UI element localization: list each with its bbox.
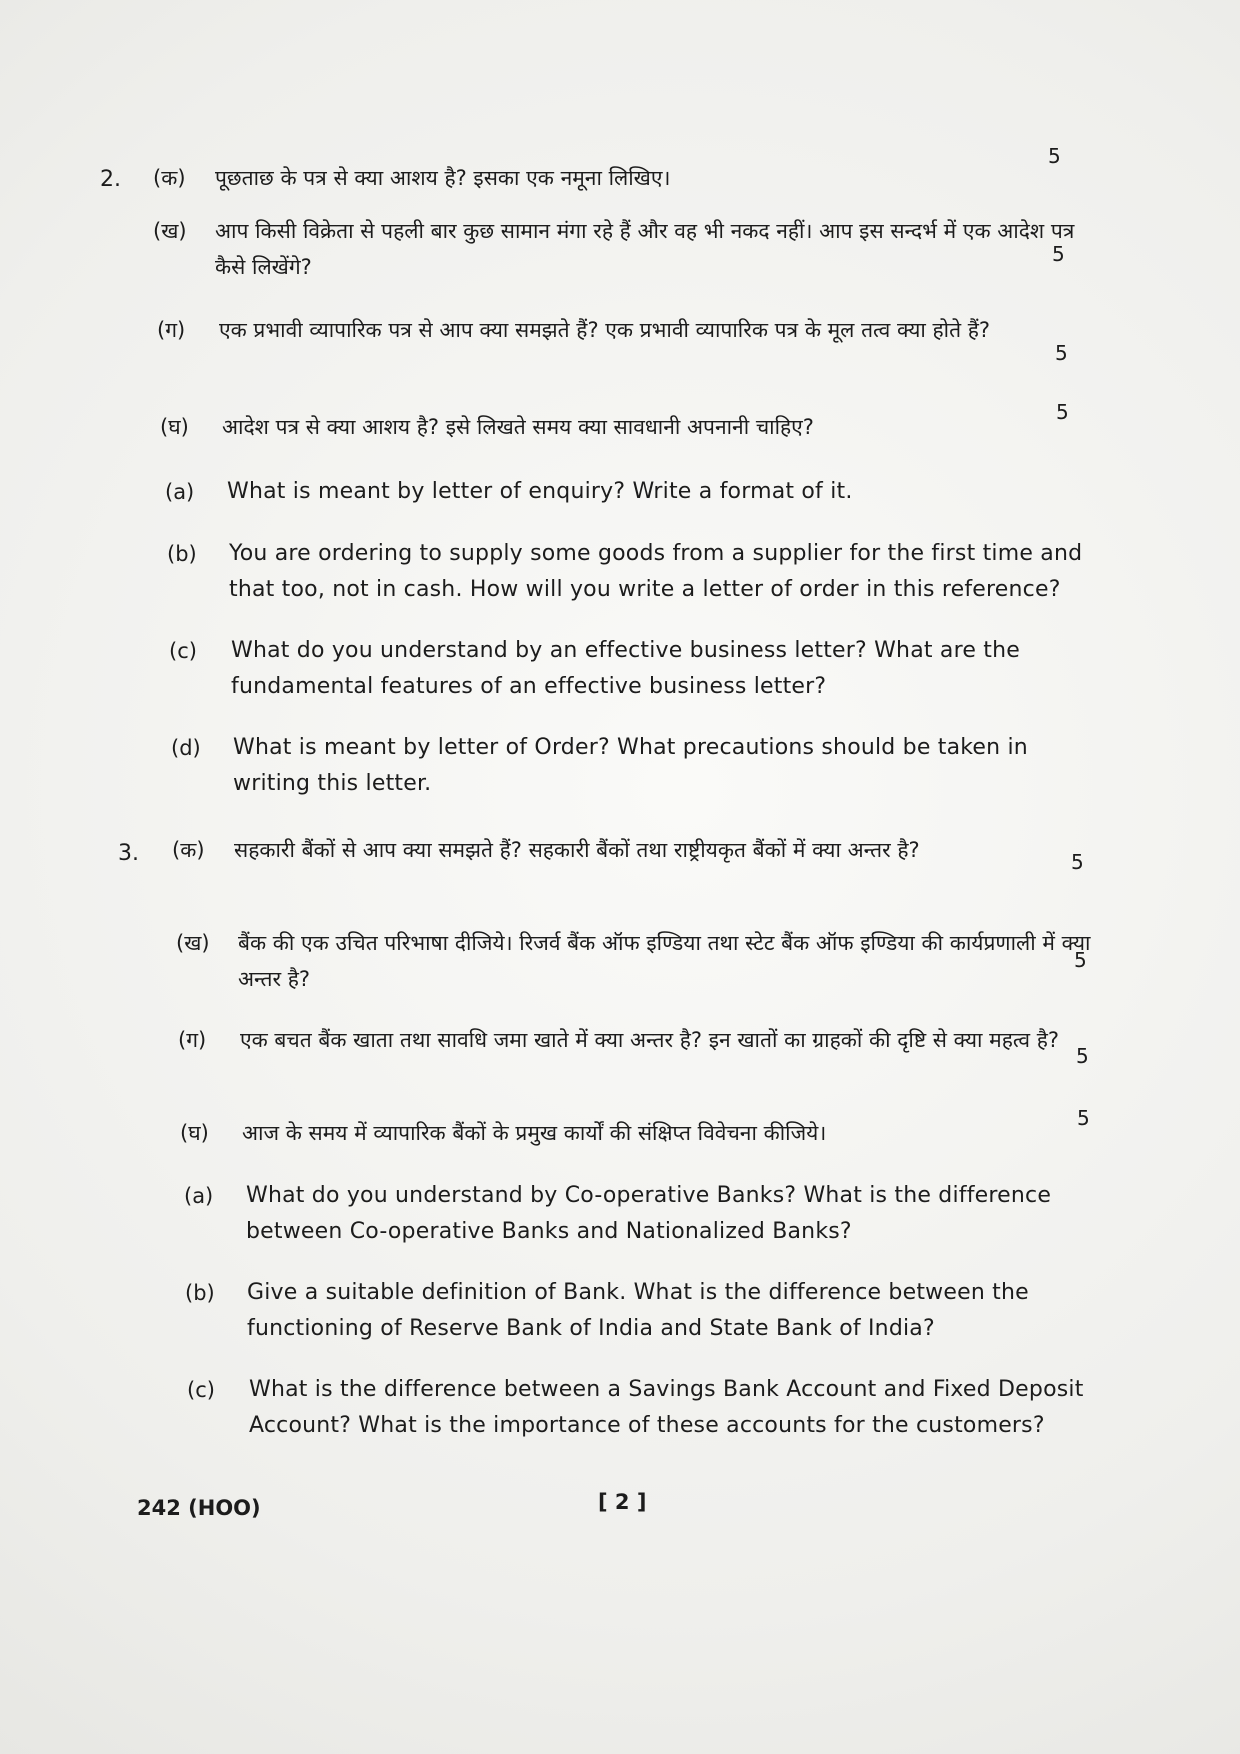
q2-hindi-item-gha: [160, 409, 1060, 445]
q2-english-label-c: (c): [169, 639, 197, 663]
q2-hindi-marks-gha: 5: [1056, 400, 1069, 424]
q2-english-item-b: [167, 536, 1097, 608]
q2-hindi-text-ga: एक प्रभावी व्यापारिक पत्र से आप क्या समझते हैं? एक प्रभावी व्यापारिक पत्र के मूल तत्व क्या होते हैं?: [219, 318, 991, 342]
q3-english-text-a: What do you understand by Co-operative Banks? What is the difference between Co-operative Banks and Nationalized Banks?: [246, 1183, 1052, 1244]
q3-hindi-label-ka: (क): [172, 838, 205, 862]
q3-hindi-marks-kha: 5: [1074, 948, 1087, 972]
q2-english-item-a: [165, 474, 1095, 510]
q2-english-text-a: What is meant by letter of enquiry? Write a format of it.: [227, 479, 853, 504]
paper-code: 242 (HOO): [137, 1496, 261, 1520]
q3-hindi-marks-ka: 5: [1071, 850, 1084, 874]
q3-english-item-b: [185, 1275, 1115, 1347]
q3-hindi-marks-gha: 5: [1077, 1106, 1090, 1130]
q2-hindi-marks-kha: 5: [1052, 242, 1065, 266]
q2-hindi-text-kha: आप किसी विक्रेता से पहली बार कुछ सामान मंगा रहे हैं और वह भी नकद नहीं। आप इस सन्दर्भ में एक आदेश पत्र कैसे लिखेंगे?: [215, 219, 1075, 279]
question-2-number: 2.: [100, 167, 121, 192]
q3-hindi-item-gha: [180, 1115, 1080, 1151]
q2-hindi-text-ka: पूछताछ के पत्र से क्या आशय है? इसका एक नमूना लिखिए।: [215, 166, 671, 190]
q3-english-label-a: (a): [184, 1184, 214, 1208]
q3-hindi-item-ga: [178, 1022, 1106, 1058]
q2-hindi-label-kha: (ख): [153, 219, 187, 243]
q3-english-text-c: What is the difference between a Savings Bank Account and Fixed Deposit Account? What is the importance of these accounts for the customers?: [249, 1377, 1084, 1438]
q3-hindi-marks-ga: 5: [1076, 1044, 1089, 1068]
q2-hindi-label-ka: (क): [153, 166, 186, 190]
q2-hindi-marks-ka: 5: [1048, 144, 1061, 168]
q3-english-text-b: Give a suitable definition of Bank. What is the difference between the functioning of Reserve Bank of India and State Bank of India?: [247, 1280, 1029, 1341]
q2-english-label-a: (a): [165, 480, 195, 504]
q3-english-item-c: [187, 1372, 1117, 1444]
q3-hindi-label-gha: (घ): [180, 1121, 209, 1145]
q2-hindi-item-ga: [157, 312, 1082, 348]
q2-hindi-label-gha: (घ): [160, 415, 189, 439]
q2-english-text-c: What do you understand by an effective business letter? What are the fundamental features of an effective business letter?: [231, 638, 1020, 699]
page-number: [ 2 ]: [598, 1490, 647, 1514]
q3-english-item-a: [184, 1178, 1114, 1250]
q3-hindi-item-ka: [172, 832, 1100, 868]
q2-hindi-label-ga: (ग): [157, 318, 186, 342]
q2-hindi-item-ka: [153, 160, 1053, 196]
q2-hindi-text-gha: आदेश पत्र से क्या आशय है? इसे लिखते समय क्या सावधानी अपनानी चाहिए?: [222, 415, 814, 439]
q3-english-label-c: (c): [187, 1378, 215, 1402]
q3-hindi-label-kha: (ख): [176, 931, 210, 955]
q2-english-text-d: What is meant by letter of Order? What precautions should be taken in writing this letter.: [233, 735, 1028, 796]
q3-hindi-label-ga: (ग): [178, 1028, 207, 1052]
q3-hindi-text-gha: आज के समय में व्यापारिक बैंकों के प्रमुख कार्यों की संक्षिप्त विवेचना कीजिये।: [242, 1121, 827, 1145]
q3-hindi-text-kha: बैंक की एक उचित परिभाषा दीजिये। रिजर्व बैंक ऑफ इण्डिया तथा स्टेट बैंक ऑफ इण्डिया की कार्यप्रणाली में क्या अन्तर है?: [238, 931, 1091, 991]
q2-english-label-b: (b): [167, 542, 197, 566]
q3-hindi-text-ka: सहकारी बैंकों से आप क्या समझते हैं? सहकारी बैंकों तथा राष्ट्रीयकृत बैंकों में क्या अन्तर है?: [234, 838, 920, 862]
q2-hindi-item-kha: [153, 213, 1078, 285]
q2-english-label-d: (d): [171, 736, 201, 760]
question-3-number: 3.: [118, 841, 139, 866]
q3-english-label-b: (b): [185, 1281, 215, 1305]
q2-english-item-c: [169, 633, 1099, 705]
q2-hindi-marks-ga: 5: [1055, 341, 1068, 365]
q3-hindi-item-kha: [176, 925, 1104, 997]
q2-english-item-d: [171, 730, 1101, 802]
q3-hindi-text-ga: एक बचत बैंक खाता तथा सावधि जमा खाते में क्या अन्तर है? इन खातों का ग्राहकों की दृष्टि से क्या महत्व है?: [240, 1028, 1060, 1052]
q2-english-text-b: You are ordering to supply some goods from a supplier for the first time and that too, not in cash. How will you write a letter of order in this reference?: [229, 541, 1083, 602]
